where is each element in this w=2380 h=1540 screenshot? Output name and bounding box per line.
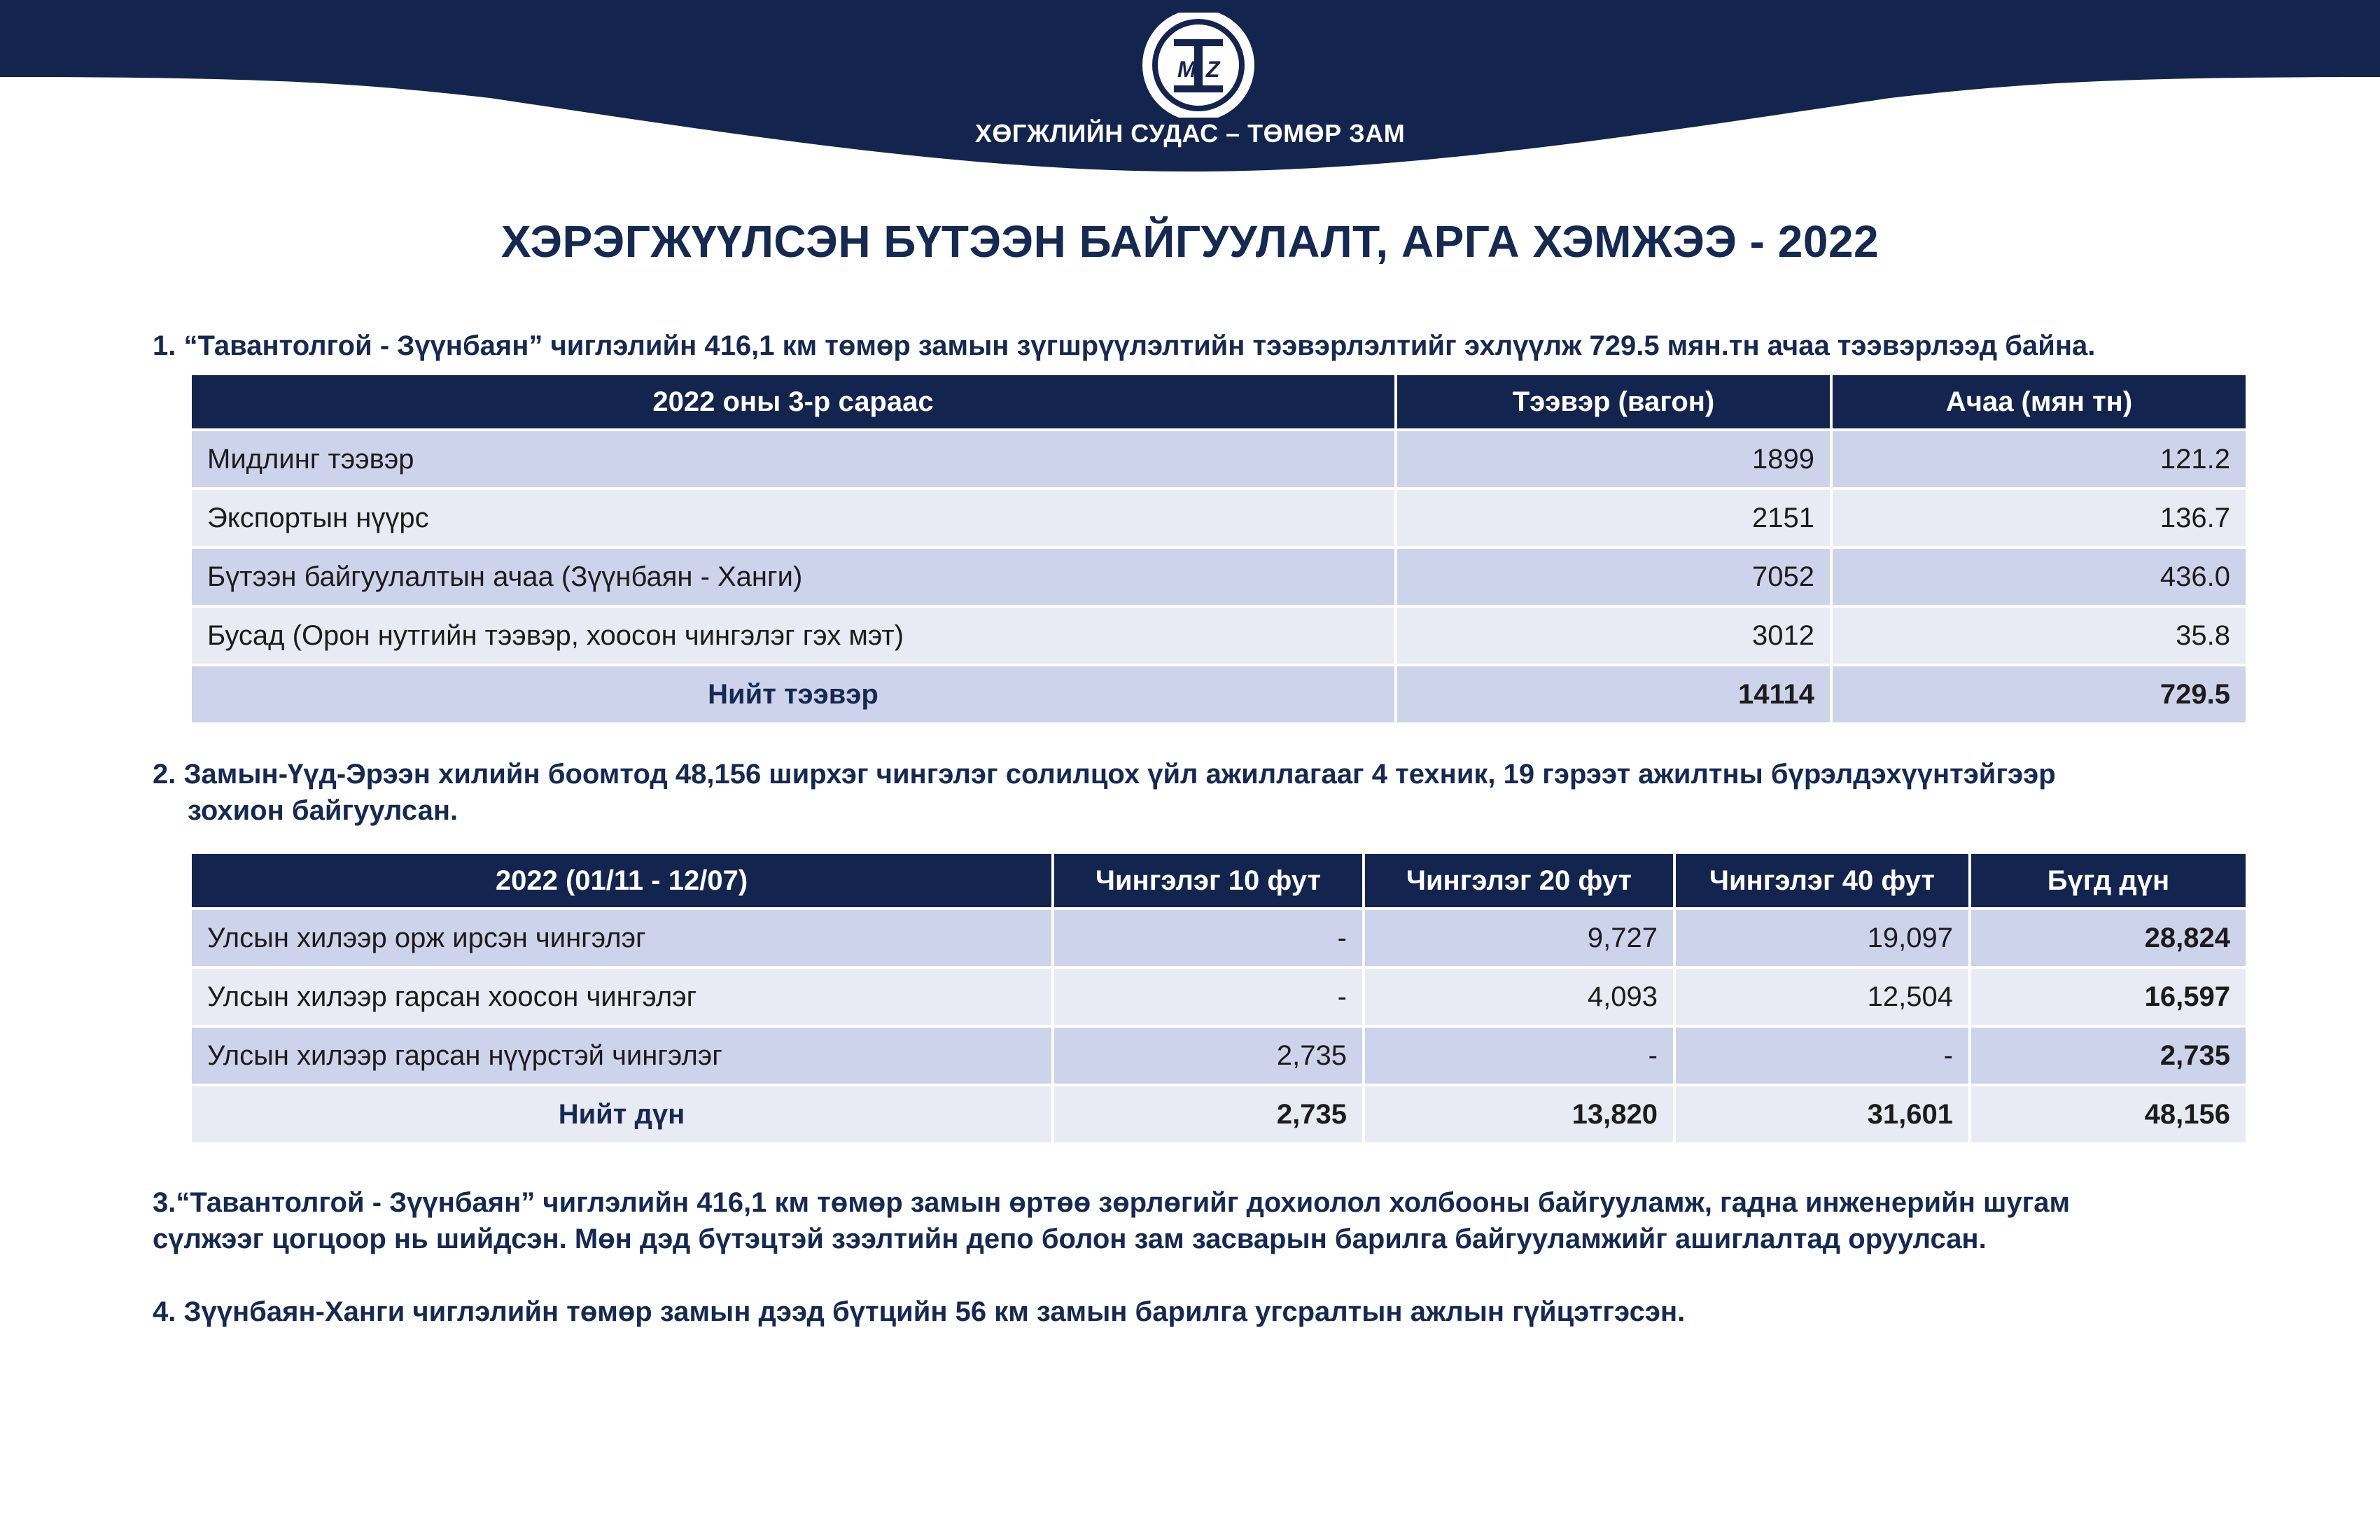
col-header-wagons: Тээвэр (вагон) — [1396, 374, 1831, 430]
cell-cargo: 35.8 — [1831, 606, 2247, 665]
cell-cargo: 436.0 — [1831, 547, 2247, 606]
total-10ft: 2,735 — [1053, 1085, 1364, 1144]
cell-wagons: 7052 — [1396, 547, 1831, 606]
table-row — [190, 606, 2247, 665]
col-header-40ft: Чингэлэг 40 фут — [1674, 853, 1970, 909]
col-header-period: 2022 (01/11 - 12/07) — [190, 853, 1053, 909]
cell-40ft: 12,504 — [1674, 967, 1970, 1026]
section-1-text: “Тавантолгой - Зүүнбаян” чиглэлийн 416,1 км төмөр замын зүгшрүүлэлтийн тээвэрлэлтийг эхлүүлж 729.5 мян.тн ачаа тээвэрлээд байна. — [183, 330, 2096, 361]
cell-cargo: 121.2 — [1831, 430, 2247, 489]
table-row — [190, 909, 2247, 967]
total-all: 48,156 — [1970, 1085, 2247, 1144]
section-2-line1: Замын-Үүд-Эрээн хилийн боомтод 48,156 ширхэг чингэлэг солилцох үйл ажиллагааг 4 техник, 19 гэрээт ажилтны бүрэлдэхүүнтэйгээр — [183, 759, 2056, 790]
cell-wagons: 2151 — [1396, 489, 1831, 547]
cell-total: 28,824 — [1970, 909, 2247, 967]
container-table-header — [190, 853, 2247, 909]
svg-text:Z: Z — [1206, 57, 1220, 82]
row-label: Улсын хилээр гарсан хоосон чингэлэг — [190, 967, 1053, 1026]
table-total-row — [190, 1085, 2247, 1144]
section-2-number: 2. — [153, 759, 176, 790]
cell-cargo: 136.7 — [1831, 489, 2247, 547]
section-2-heading — [153, 756, 2253, 829]
row-label: Улсын хилээр гарсан нүүрстэй чингэлэг — [190, 1026, 1053, 1085]
table-row — [190, 967, 2247, 1026]
total-wagons: 14114 — [1396, 665, 1831, 724]
table-row — [190, 547, 2247, 606]
col-header-20ft: Чингэлэг 20 фут — [1364, 853, 1674, 909]
total-label: Нийт тээвэр — [190, 665, 1396, 724]
cell-40ft: - — [1674, 1026, 1970, 1085]
total-label: Нийт дүн — [190, 1085, 1053, 1144]
col-header-period: 2022 оны 3-р сараас — [190, 374, 1396, 430]
section-4-text: 4. Зүүнбаян-Ханги чиглэлийн төмөр замын дээд бүтцийн 56 км замын барилга угсралтын ажлын гүйцэтгэсэн. — [153, 1296, 1686, 1327]
cell-10ft: 2,735 — [1053, 1026, 1364, 1085]
cell-10ft: - — [1053, 909, 1364, 967]
col-header-total: Бүгд дүн — [1970, 853, 2247, 909]
section-3-text — [153, 1184, 2253, 1257]
table-row — [190, 489, 2247, 547]
svg-text:M: M — [1177, 57, 1196, 82]
section-1-heading — [153, 328, 2253, 364]
cell-total: 16,597 — [1970, 967, 2247, 1026]
cell-total: 2,735 — [1970, 1026, 2247, 1085]
section-3-line1: 3.“Тавантолгой - Зүүнбаян” чиглэлийн 416,1 км төмөр замын өртөө зөрлөгийг дохиолол холбооны байгууламж, гадна инженерийн шугам — [153, 1187, 2071, 1218]
transport-table-header — [190, 374, 2247, 430]
cell-20ft: 4,093 — [1364, 967, 1674, 1026]
row-label: Бусад (Орон нутгийн тээвэр, хоосон чингэлэг гэх мэт) — [190, 606, 1396, 665]
table-row — [190, 1026, 2247, 1085]
row-label: Экспортын нүүрс — [190, 489, 1396, 547]
brand-slogan: ХӨГЖЛИЙН СУДАС – ТӨМӨР ЗАМ — [974, 119, 1406, 148]
row-label: Мидлинг тээвэр — [190, 430, 1396, 489]
table-row — [190, 430, 2247, 489]
cell-20ft: 9,727 — [1364, 909, 1674, 967]
total-cargo: 729.5 — [1831, 665, 2247, 724]
cell-wagons: 3012 — [1396, 606, 1831, 665]
row-label: Бүтээн байгуулалтын ачаа (Зүүнбаян - Ханги) — [190, 547, 1396, 606]
section-3-line2: сүлжээг цогцоор нь шийдсэн. Мөн дэд бүтэцтэй зээлтийн депо болон зам засварын барилга байгууламжийг ашиглалтад оруулсан. — [153, 1224, 1987, 1254]
railway-logo-icon — [1135, 13, 1261, 118]
total-20ft: 13,820 — [1364, 1085, 1674, 1144]
total-40ft: 31,601 — [1674, 1085, 1970, 1144]
cell-10ft: - — [1053, 967, 1364, 1026]
row-label: Улсын хилээр орж ирсэн чингэлэг — [190, 909, 1053, 967]
section-1-number: 1. — [153, 330, 176, 361]
cell-wagons: 1899 — [1396, 430, 1831, 489]
page-title: ХЭРЭГЖҮҮЛСЭН БҮТЭЭН БАЙГУУЛАЛТ, АРГА ХЭМЖЭЭ - 2022 — [500, 216, 1879, 267]
section-2-line2: зохион байгуулсан. — [188, 795, 458, 826]
container-table — [189, 851, 2248, 1145]
transport-table — [189, 372, 2248, 725]
cell-20ft: - — [1364, 1026, 1674, 1085]
col-header-cargo: Ачаа (мян тн) — [1831, 374, 2247, 430]
table-total-row — [190, 665, 2247, 724]
col-header-10ft: Чингэлэг 10 фут — [1053, 853, 1364, 909]
cell-40ft: 19,097 — [1674, 909, 1970, 967]
